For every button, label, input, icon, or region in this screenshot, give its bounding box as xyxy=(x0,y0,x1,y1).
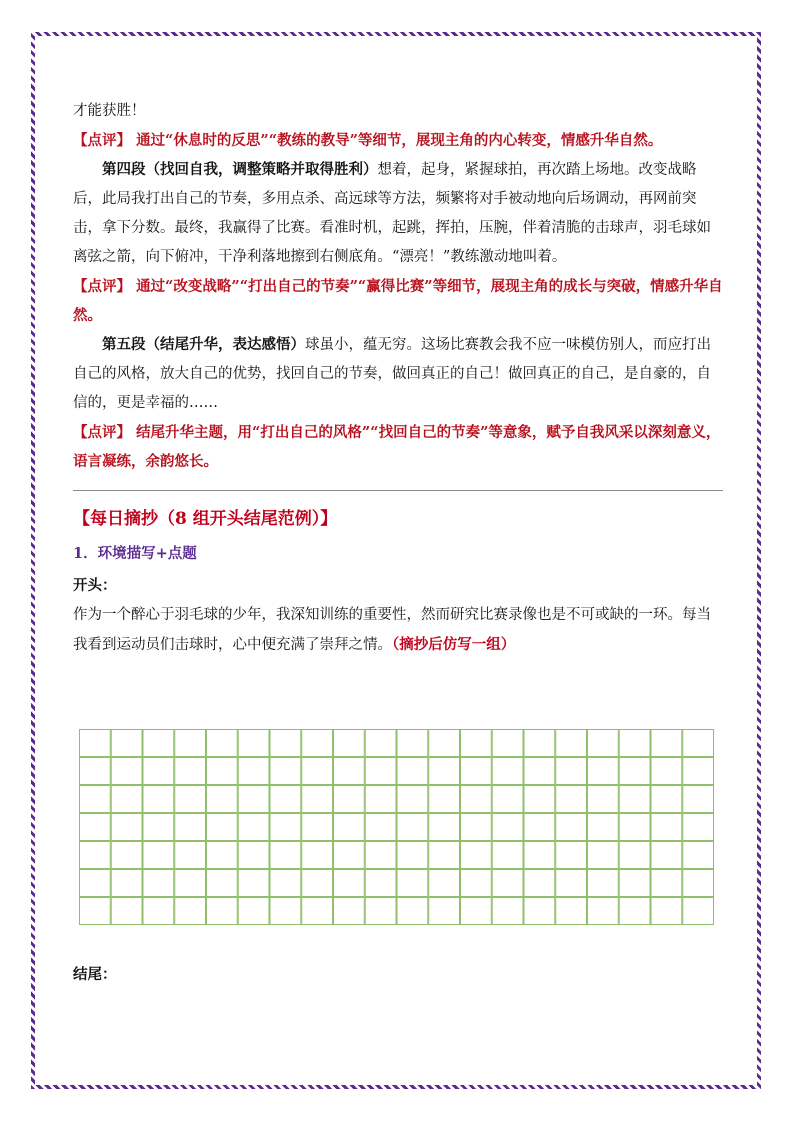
grid-cell[interactable] xyxy=(302,898,333,925)
grid-cell[interactable] xyxy=(270,870,301,897)
ending-label: 结尾： xyxy=(73,966,117,983)
grid-cell[interactable] xyxy=(461,814,492,841)
grid-cell[interactable] xyxy=(334,898,365,925)
grid-cell[interactable] xyxy=(334,730,365,757)
grid-cell[interactable] xyxy=(143,898,174,925)
item-1-title: 1．环境描写+点题 xyxy=(73,545,197,562)
grid-cell[interactable] xyxy=(619,730,650,757)
grid-cell[interactable] xyxy=(143,814,174,841)
grid-cell[interactable] xyxy=(461,842,492,869)
grid-cell[interactable] xyxy=(238,870,269,897)
section-5-title: 第五段（结尾升华，表达感悟） xyxy=(102,336,305,353)
grid-cell[interactable] xyxy=(365,730,396,757)
comment-1 xyxy=(73,126,723,155)
grid-cell[interactable] xyxy=(619,758,650,785)
grid-cell[interactable] xyxy=(270,898,301,925)
grid-cell[interactable] xyxy=(588,898,619,925)
grid-cell[interactable] xyxy=(270,730,301,757)
grid-cell[interactable] xyxy=(588,758,619,785)
grid-cell[interactable] xyxy=(651,870,682,897)
grid-cell[interactable] xyxy=(397,814,428,841)
grid-cell[interactable] xyxy=(556,758,587,785)
grid-cell[interactable] xyxy=(238,758,269,785)
grid-cell[interactable] xyxy=(302,814,333,841)
grid-cell[interactable] xyxy=(397,842,428,869)
grid-cell[interactable] xyxy=(238,730,269,757)
grid-cell[interactable] xyxy=(175,758,206,785)
grid-cell[interactable] xyxy=(175,730,206,757)
opening-label: 开头： xyxy=(73,577,117,594)
grid-cell[interactable] xyxy=(365,814,396,841)
grid-cell[interactable] xyxy=(175,898,206,925)
section-5-text: 球虽小，蕴无穷。这场比赛教会我不应一味模仿别人，而应打出自己的风格，放大自己的优势，找回自己的节奏，做回真正的自己！做回真正的自己，是自豪的，自信的，更是幸福的…… xyxy=(73,337,711,411)
grid-cell[interactable] xyxy=(207,814,238,841)
grid-cell[interactable] xyxy=(365,898,396,925)
grid-cell[interactable] xyxy=(80,758,111,785)
grid-cell[interactable] xyxy=(651,786,682,813)
section-4-text: 想着，起身，紧握球拍，再次踏上场地。改变战略后，此局我打出自己的节奏，多用点杀、高远球等方法，频繁将对手被动地向后场调动，再网前突击，拿下分数。最终，我赢得了比赛。看准时机，起跳，挥拍，压腕，伴着清脆的击球声，羽毛球如离弦之箭，向下俯冲，干净利落地擦到右侧底角。“漂亮！”教练激动地叫着。 xyxy=(73,162,711,265)
grid-cell[interactable] xyxy=(683,730,714,757)
grid-cell[interactable] xyxy=(683,814,714,841)
grid-cell[interactable] xyxy=(175,842,206,869)
grid-cell[interactable] xyxy=(334,814,365,841)
grid-cell[interactable] xyxy=(270,842,301,869)
grid-cell[interactable] xyxy=(429,730,460,757)
grid-cell[interactable] xyxy=(588,842,619,869)
grid-cell[interactable] xyxy=(588,786,619,813)
grid-cell[interactable] xyxy=(302,730,333,757)
writing-grid-svg xyxy=(79,729,714,925)
grid-cell[interactable] xyxy=(556,814,587,841)
grid-cell[interactable] xyxy=(207,730,238,757)
grid-cell[interactable] xyxy=(302,842,333,869)
grid-cell[interactable] xyxy=(397,758,428,785)
grid-cell[interactable] xyxy=(429,842,460,869)
section-divider xyxy=(73,490,723,491)
comment-tag: 【点评】 xyxy=(73,424,131,441)
grid-cell[interactable] xyxy=(556,786,587,813)
grid-cell[interactable] xyxy=(238,814,269,841)
document-body xyxy=(73,97,723,660)
grid-cell[interactable] xyxy=(683,898,714,925)
grid-cell[interactable] xyxy=(429,898,460,925)
grid-cell[interactable] xyxy=(207,758,238,785)
grid-cell[interactable] xyxy=(143,758,174,785)
grid-cell[interactable] xyxy=(397,786,428,813)
grid-cell[interactable] xyxy=(334,786,365,813)
section-4-title: 第四段（找回自我，调整策略并取得胜利） xyxy=(102,161,378,178)
grid-cell[interactable] xyxy=(80,898,111,925)
grid-cell[interactable] xyxy=(238,898,269,925)
grid-cell[interactable] xyxy=(556,870,587,897)
grid-cell[interactable] xyxy=(397,898,428,925)
grid-cell[interactable] xyxy=(524,730,555,757)
grid-cell[interactable] xyxy=(80,730,111,757)
grid-cell[interactable] xyxy=(207,898,238,925)
grid-cell[interactable] xyxy=(492,870,523,897)
grid-cell[interactable] xyxy=(111,758,142,785)
grid-cell[interactable] xyxy=(588,814,619,841)
grid-cell[interactable] xyxy=(619,786,650,813)
grid-cell[interactable] xyxy=(334,870,365,897)
grid-cell[interactable] xyxy=(207,786,238,813)
grid-cell[interactable] xyxy=(175,870,206,897)
grid-cell[interactable] xyxy=(429,870,460,897)
grid-cell[interactable] xyxy=(111,898,142,925)
grid-cell[interactable] xyxy=(524,786,555,813)
grid-cell[interactable] xyxy=(429,758,460,785)
comment-text: 通过“改变战略”“打出自己的节奏”“赢得比赛”等细节，展现主角的成长与突破，情感升华自然。 xyxy=(73,278,723,324)
grid-cell[interactable] xyxy=(270,814,301,841)
paragraph-continuation: 才能获胜！ xyxy=(73,103,146,119)
grid-cell[interactable] xyxy=(619,814,650,841)
grid-cell[interactable] xyxy=(365,758,396,785)
grid-cell[interactable] xyxy=(429,786,460,813)
grid-cell[interactable] xyxy=(683,870,714,897)
grid-cell[interactable] xyxy=(80,870,111,897)
comment-text: 结尾升华主题，用“打出自己的风格”“找回自己的节奏”等意象，赋予自我风采以深刻意义，语言凝练，余韵悠长。 xyxy=(73,424,721,470)
grid-cell[interactable] xyxy=(492,898,523,925)
grid-cell[interactable] xyxy=(524,758,555,785)
grid-cell[interactable] xyxy=(619,870,650,897)
grid-cell[interactable] xyxy=(334,758,365,785)
grid-cell[interactable] xyxy=(588,870,619,897)
grid-cell[interactable] xyxy=(238,842,269,869)
grid-cell[interactable] xyxy=(556,842,587,869)
grid-cell[interactable] xyxy=(492,758,523,785)
grid-cell[interactable] xyxy=(651,814,682,841)
writing-grid[interactable] xyxy=(79,729,714,925)
grid-cell[interactable] xyxy=(80,842,111,869)
grid-cell[interactable] xyxy=(143,842,174,869)
grid-cell[interactable] xyxy=(461,786,492,813)
grid-cell[interactable] xyxy=(207,842,238,869)
paragraph-section-5 xyxy=(73,330,723,418)
grid-cell[interactable] xyxy=(556,730,587,757)
grid-cell[interactable] xyxy=(143,730,174,757)
grid-cell[interactable] xyxy=(651,842,682,869)
grid-cell[interactable] xyxy=(365,842,396,869)
grid-cell[interactable] xyxy=(524,870,555,897)
grid-cell[interactable] xyxy=(588,730,619,757)
grid-cell[interactable] xyxy=(397,870,428,897)
grid-cell[interactable] xyxy=(524,842,555,869)
grid-cell[interactable] xyxy=(270,786,301,813)
grid-cell[interactable] xyxy=(175,814,206,841)
grid-cell[interactable] xyxy=(524,898,555,925)
grid-cell[interactable] xyxy=(492,730,523,757)
grid-cell[interactable] xyxy=(302,758,333,785)
grid-cell[interactable] xyxy=(619,898,650,925)
paragraph-section-4 xyxy=(73,155,723,272)
grid-cell[interactable] xyxy=(619,842,650,869)
grid-cell[interactable] xyxy=(461,870,492,897)
grid-cell[interactable] xyxy=(111,842,142,869)
opening-text-body: 作为一个醉心于羽毛球的少年，我深知训练的重要性，然而研究比赛录像也是不可或缺的一环。每当我看到运动员们击球时，心中便充满了崇拜之情。 xyxy=(73,607,711,653)
grid-cell[interactable] xyxy=(111,814,142,841)
comment-tag: 【点评】 xyxy=(73,278,131,295)
grid-cell[interactable] xyxy=(175,786,206,813)
grid-cell[interactable] xyxy=(492,842,523,869)
grid-cell[interactable] xyxy=(524,814,555,841)
grid-cell[interactable] xyxy=(397,730,428,757)
grid-cell[interactable] xyxy=(302,786,333,813)
grid-cell[interactable] xyxy=(651,730,682,757)
grid-cell[interactable] xyxy=(143,786,174,813)
grid-cell[interactable] xyxy=(683,786,714,813)
grid-cell[interactable] xyxy=(207,870,238,897)
grid-cell[interactable] xyxy=(365,786,396,813)
grid-cell[interactable] xyxy=(683,842,714,869)
grid-cell[interactable] xyxy=(365,870,396,897)
opening-text xyxy=(73,601,723,660)
comment-2 xyxy=(73,272,723,330)
grid-cell[interactable] xyxy=(651,898,682,925)
grid-cell[interactable] xyxy=(143,870,174,897)
grid-cell[interactable] xyxy=(302,870,333,897)
comment-text: 通过“休息时的反思”“教练的教导”等细节，展现主角的内心转变，情感升华自然。 xyxy=(136,132,663,149)
opening-note: （摘抄后仿写一组） xyxy=(392,636,516,653)
grid-cell[interactable] xyxy=(111,730,142,757)
grid-cell[interactable] xyxy=(683,758,714,785)
grid-cell[interactable] xyxy=(80,786,111,813)
grid-cell[interactable] xyxy=(238,786,269,813)
grid-cell[interactable] xyxy=(461,898,492,925)
grid-cell[interactable] xyxy=(111,870,142,897)
grid-cell[interactable] xyxy=(492,814,523,841)
comment-tag: 【点评】 xyxy=(73,132,131,149)
grid-cell[interactable] xyxy=(429,814,460,841)
grid-cell[interactable] xyxy=(461,758,492,785)
grid-cell[interactable] xyxy=(556,898,587,925)
grid-cell[interactable] xyxy=(80,814,111,841)
grid-cell[interactable] xyxy=(270,758,301,785)
comment-3 xyxy=(73,418,723,476)
grid-cell[interactable] xyxy=(492,786,523,813)
grid-cell[interactable] xyxy=(111,786,142,813)
grid-cell[interactable] xyxy=(651,758,682,785)
grid-cell[interactable] xyxy=(461,730,492,757)
section-title: 【每日摘抄（8 组开头结尾范例）】 xyxy=(73,509,338,529)
grid-cell[interactable] xyxy=(334,842,365,869)
